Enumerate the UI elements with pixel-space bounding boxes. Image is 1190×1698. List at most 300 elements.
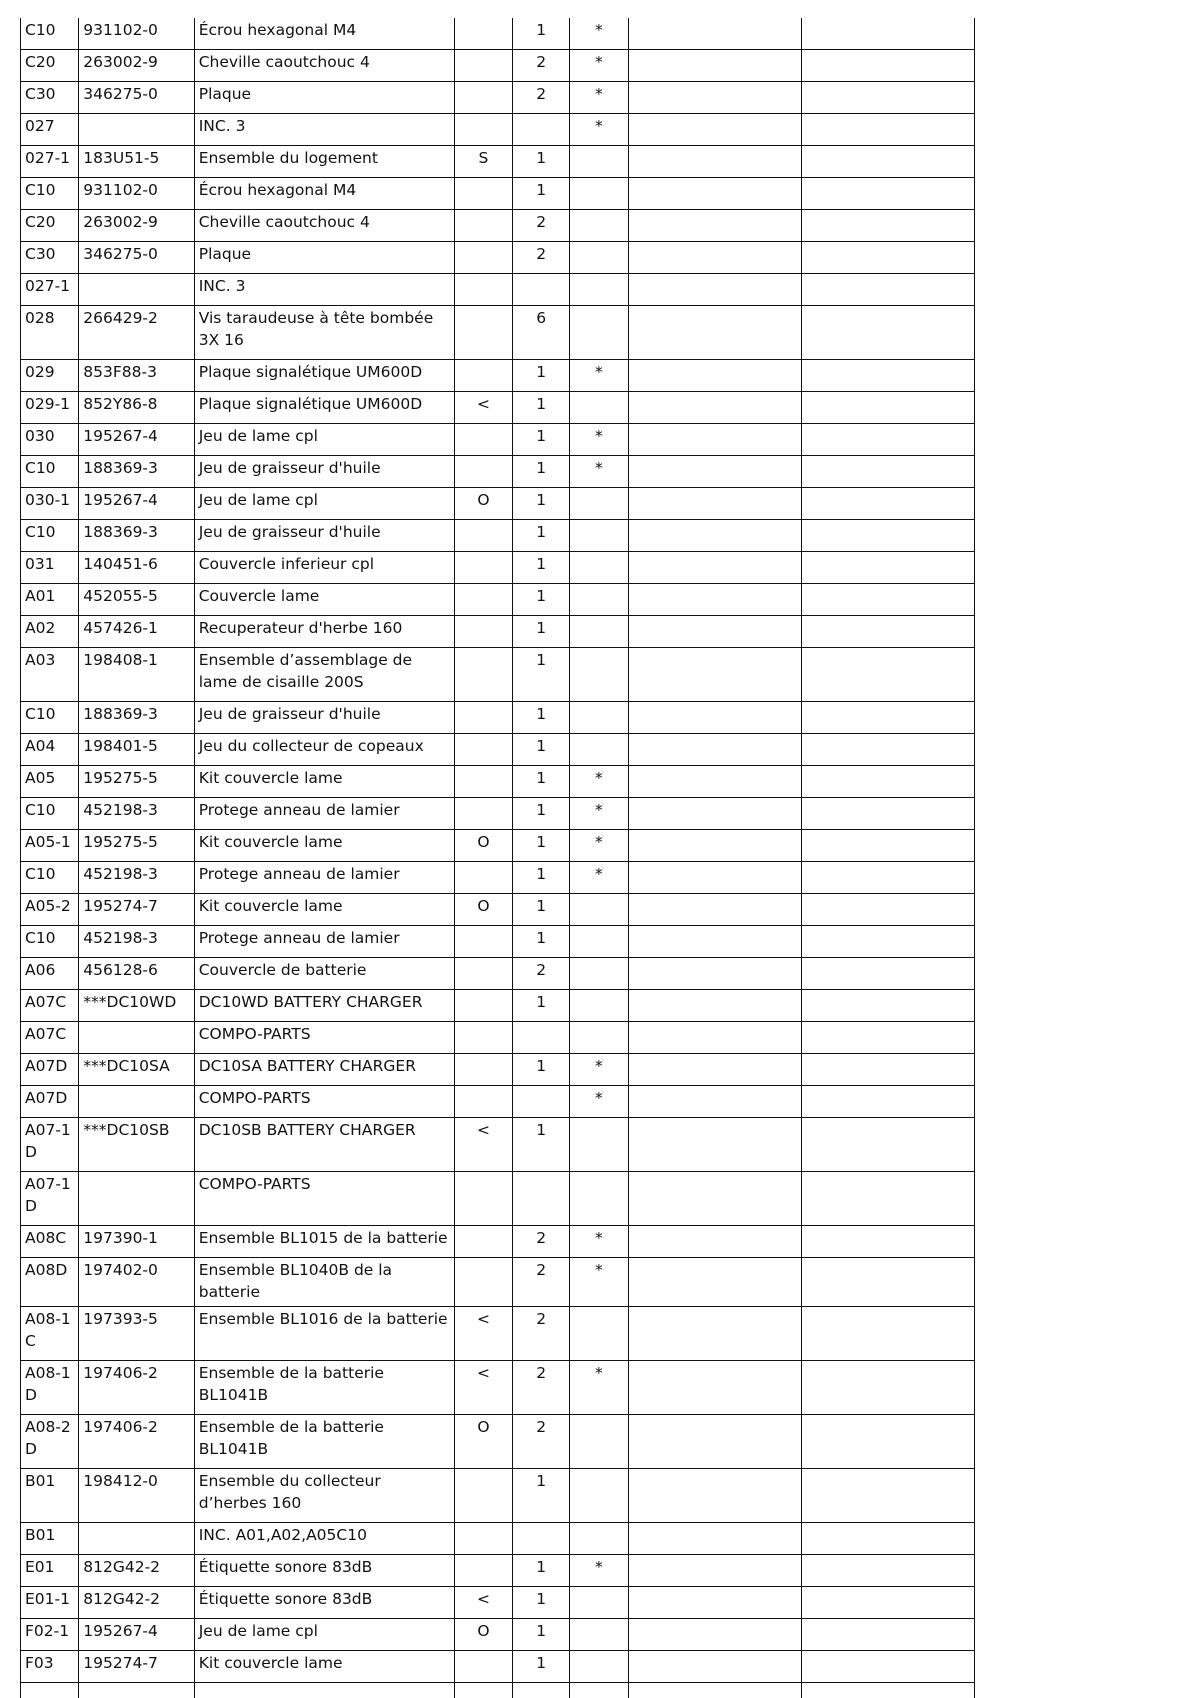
part-no-cell: 452198-3: [79, 862, 194, 894]
note-cell: [570, 584, 628, 616]
table-row: [21, 1022, 975, 1054]
part-no-cell: 457426-1: [79, 616, 194, 648]
ref-no-cell: C20: [21, 50, 79, 82]
blank-cell-b: [802, 178, 975, 210]
ref-no-cell: 028: [21, 306, 79, 360]
blank-cell-a: [628, 1307, 802, 1361]
note-cell: *: [570, 1086, 628, 1118]
ref-no-cell: C10: [21, 926, 79, 958]
description-cell: Jeu de graisseur d'huile: [194, 520, 454, 552]
blank-cell-a: [628, 1361, 802, 1415]
table-row: [21, 392, 975, 424]
quantity-cell: 2: [513, 958, 570, 990]
blank-cell-b: [802, 1651, 975, 1683]
blank-cell-b: [802, 1258, 975, 1307]
interchange-cell: [454, 1523, 512, 1555]
blank-cell-b: [802, 862, 975, 894]
quantity-cell: [513, 1086, 570, 1118]
quantity-cell: 1: [513, 1555, 570, 1587]
table-row: [21, 456, 975, 488]
part-no-cell: 853F88-3: [79, 360, 194, 392]
quantity-cell: 1: [513, 1651, 570, 1683]
description-cell: Protege anneau de lamier: [194, 862, 454, 894]
table-row: [21, 1523, 975, 1555]
description-cell: Jeu de lame cpl: [194, 488, 454, 520]
interchange-cell: [454, 990, 512, 1022]
description-cell: Ensemble d’assemblage de lame de cisaille 200S: [194, 648, 454, 702]
part-no-cell: 266429-2: [79, 306, 194, 360]
description-cell: Protege anneau de lamier: [194, 926, 454, 958]
description-cell: Écrou hexagonal M4: [194, 18, 454, 50]
blank-cell-a: [628, 702, 802, 734]
description-cell: Cheville caoutchouc 4: [194, 210, 454, 242]
interchange-cell: O: [454, 488, 512, 520]
note-cell: *: [570, 1555, 628, 1587]
blank-cell-a: [628, 894, 802, 926]
table-row: [21, 552, 975, 584]
quantity-cell: [513, 114, 570, 146]
table-row: [21, 702, 975, 734]
quantity-cell: 1: [513, 1469, 570, 1523]
blank-cell-b: [802, 798, 975, 830]
description-cell: Étiquette sonore 83dB: [194, 1555, 454, 1587]
description-cell: Jeu de lame cpl: [194, 1619, 454, 1651]
ref-no-cell: A07C: [21, 1022, 79, 1054]
description-cell: COMPO-PARTS: [194, 1022, 454, 1054]
description-cell: Kit couvercle lame: [194, 830, 454, 862]
interchange-cell: [454, 82, 512, 114]
description-cell: Vis taraudeuse à tête bombée 3X 16: [194, 306, 454, 360]
description-cell: Ensemble BL1016 de la batterie: [194, 1307, 454, 1361]
blank-cell-a: [628, 424, 802, 456]
description-cell: Plaque: [194, 242, 454, 274]
quantity-cell: 2: [513, 1415, 570, 1469]
ref-no-cell: A01: [21, 584, 79, 616]
interchange-cell: <: [454, 1118, 512, 1172]
blank-cell-a: [628, 1172, 802, 1226]
table-row: [21, 488, 975, 520]
blank-cell-a: [628, 210, 802, 242]
quantity-cell: 1: [513, 990, 570, 1022]
ref-no-cell: A05-1: [21, 830, 79, 862]
description-cell: Écrou hexagonal M4: [194, 178, 454, 210]
note-cell: [570, 520, 628, 552]
quantity-cell: [513, 1523, 570, 1555]
note-cell: [570, 1307, 628, 1361]
interchange-cell: <: [454, 1307, 512, 1361]
table-row: [21, 1086, 975, 1118]
quantity-cell: 1: [513, 734, 570, 766]
blank-cell-a: [628, 1469, 802, 1523]
blank-cell-a: [628, 798, 802, 830]
interchange-cell: [454, 766, 512, 798]
interchange-cell: [454, 242, 512, 274]
part-no-cell: 195267-4: [79, 424, 194, 456]
note-cell: [570, 1469, 628, 1523]
table-row: [21, 1587, 975, 1619]
description-cell: COMPO-PARTS: [194, 1172, 454, 1226]
parts-table-body: [21, 18, 975, 1698]
blank-cell-b: [802, 990, 975, 1022]
description-cell: Plaque signalétique UM600D: [194, 360, 454, 392]
description-cell: Plaque signalétique UM600D: [194, 392, 454, 424]
note-cell: [570, 648, 628, 702]
continuation-cell: [628, 1683, 802, 1698]
table-row: [21, 1172, 975, 1226]
quantity-cell: 2: [513, 1258, 570, 1307]
interchange-cell: [454, 862, 512, 894]
blank-cell-b: [802, 894, 975, 926]
ref-no-cell: C30: [21, 242, 79, 274]
interchange-cell: [454, 520, 512, 552]
continuation-cell: [570, 1683, 628, 1698]
blank-cell-a: [628, 1054, 802, 1086]
interchange-cell: <: [454, 392, 512, 424]
ref-no-cell: A07-1D: [21, 1118, 79, 1172]
note-cell: *: [570, 830, 628, 862]
description-cell: DC10WD BATTERY CHARGER: [194, 990, 454, 1022]
note-cell: *: [570, 798, 628, 830]
table-row: [21, 734, 975, 766]
blank-cell-b: [802, 926, 975, 958]
interchange-cell: <: [454, 1587, 512, 1619]
interchange-cell: [454, 1555, 512, 1587]
table-row: [21, 146, 975, 178]
part-no-cell: 346275-0: [79, 242, 194, 274]
quantity-cell: 6: [513, 306, 570, 360]
interchange-cell: [454, 926, 512, 958]
part-no-cell: 183U51-5: [79, 146, 194, 178]
continuation-cell: [802, 1683, 975, 1698]
quantity-cell: 2: [513, 242, 570, 274]
description-cell: DC10SB BATTERY CHARGER: [194, 1118, 454, 1172]
interchange-cell: O: [454, 894, 512, 926]
blank-cell-b: [802, 830, 975, 862]
blank-cell-b: [802, 1361, 975, 1415]
note-cell: *: [570, 360, 628, 392]
blank-cell-b: [802, 1469, 975, 1523]
table-row: [21, 178, 975, 210]
blank-cell-b: [802, 1086, 975, 1118]
quantity-cell: 2: [513, 82, 570, 114]
quantity-cell: 1: [513, 616, 570, 648]
table-row: [21, 616, 975, 648]
quantity-cell: 2: [513, 210, 570, 242]
blank-cell-a: [628, 50, 802, 82]
quantity-cell: 1: [513, 584, 570, 616]
interchange-cell: [454, 18, 512, 50]
ref-no-cell: A08-2D: [21, 1415, 79, 1469]
description-cell: Kit couvercle lame: [194, 1651, 454, 1683]
blank-cell-b: [802, 1118, 975, 1172]
part-no-cell: 188369-3: [79, 702, 194, 734]
part-no-cell: 198408-1: [79, 648, 194, 702]
quantity-cell: 1: [513, 424, 570, 456]
blank-cell-a: [628, 1523, 802, 1555]
blank-cell-a: [628, 766, 802, 798]
description-cell: Protege anneau de lamier: [194, 798, 454, 830]
ref-no-cell: E01-1: [21, 1587, 79, 1619]
blank-cell-b: [802, 584, 975, 616]
quantity-cell: 1: [513, 146, 570, 178]
blank-cell-a: [628, 520, 802, 552]
blank-cell-a: [628, 242, 802, 274]
part-no-cell: [79, 1172, 194, 1226]
blank-cell-b: [802, 1587, 975, 1619]
continuation-cell: [194, 1683, 454, 1698]
blank-cell-a: [628, 616, 802, 648]
quantity-cell: 1: [513, 488, 570, 520]
ref-no-cell: A05: [21, 766, 79, 798]
part-no-cell: 931102-0: [79, 18, 194, 50]
note-cell: [570, 958, 628, 990]
blank-cell-a: [628, 830, 802, 862]
blank-cell-a: [628, 1619, 802, 1651]
blank-cell-b: [802, 1523, 975, 1555]
table-row: [21, 114, 975, 146]
ref-no-cell: A07D: [21, 1054, 79, 1086]
note-cell: [570, 616, 628, 648]
table-row: [21, 926, 975, 958]
interchange-cell: [454, 114, 512, 146]
note-cell: *: [570, 862, 628, 894]
part-no-cell: [79, 1523, 194, 1555]
part-no-cell: [79, 1086, 194, 1118]
quantity-cell: 1: [513, 702, 570, 734]
interchange-cell: [454, 616, 512, 648]
continuation-cell: [454, 1683, 512, 1698]
interchange-cell: [454, 178, 512, 210]
part-no-cell: 346275-0: [79, 82, 194, 114]
quantity-cell: 1: [513, 1054, 570, 1086]
blank-cell-a: [628, 178, 802, 210]
part-no-cell: 452198-3: [79, 926, 194, 958]
part-no-cell: ***DC10SA: [79, 1054, 194, 1086]
table-row: [21, 798, 975, 830]
description-cell: Ensemble de la batterie BL1041B: [194, 1415, 454, 1469]
interchange-cell: [454, 584, 512, 616]
blank-cell-b: [802, 114, 975, 146]
blank-cell-a: [628, 552, 802, 584]
table-row: [21, 306, 975, 360]
ref-no-cell: 029: [21, 360, 79, 392]
ref-no-cell: A07C: [21, 990, 79, 1022]
blank-cell-a: [628, 1258, 802, 1307]
note-cell: [570, 702, 628, 734]
description-cell: Étiquette sonore 83dB: [194, 1587, 454, 1619]
note-cell: [570, 242, 628, 274]
ref-no-cell: 027-1: [21, 274, 79, 306]
interchange-cell: [454, 1651, 512, 1683]
ref-no-cell: A05-2: [21, 894, 79, 926]
part-no-cell: 263002-9: [79, 210, 194, 242]
ref-no-cell: C10: [21, 520, 79, 552]
blank-cell-b: [802, 274, 975, 306]
description-cell: Ensemble du logement: [194, 146, 454, 178]
note-cell: [570, 178, 628, 210]
description-cell: Cheville caoutchouc 4: [194, 50, 454, 82]
blank-cell-a: [628, 456, 802, 488]
interchange-cell: S: [454, 146, 512, 178]
blank-cell-b: [802, 424, 975, 456]
quantity-cell: 1: [513, 1619, 570, 1651]
interchange-cell: <: [454, 1361, 512, 1415]
interchange-cell: [454, 210, 512, 242]
note-cell: [570, 1172, 628, 1226]
interchange-cell: [454, 1022, 512, 1054]
note-cell: [570, 1523, 628, 1555]
blank-cell-b: [802, 520, 975, 552]
quantity-cell: 1: [513, 360, 570, 392]
table-row: [21, 1361, 975, 1415]
quantity-cell: 1: [513, 862, 570, 894]
blank-cell-b: [802, 18, 975, 50]
note-cell: [570, 894, 628, 926]
blank-cell-b: [802, 1226, 975, 1258]
interchange-cell: [454, 1054, 512, 1086]
table-continuation-row: [21, 1683, 975, 1698]
note-cell: *: [570, 1361, 628, 1415]
ref-no-cell: C20: [21, 210, 79, 242]
quantity-cell: 1: [513, 552, 570, 584]
ref-no-cell: C10: [21, 18, 79, 50]
table-row: [21, 50, 975, 82]
part-no-cell: 195275-5: [79, 766, 194, 798]
note-cell: *: [570, 456, 628, 488]
ref-no-cell: B01: [21, 1523, 79, 1555]
table-row: [21, 990, 975, 1022]
blank-cell-a: [628, 306, 802, 360]
blank-cell-a: [628, 1086, 802, 1118]
note-cell: *: [570, 1226, 628, 1258]
ref-no-cell: A06: [21, 958, 79, 990]
interchange-cell: O: [454, 1619, 512, 1651]
blank-cell-a: [628, 1226, 802, 1258]
continuation-cell: [79, 1683, 194, 1698]
interchange-cell: [454, 648, 512, 702]
blank-cell-b: [802, 456, 975, 488]
interchange-cell: O: [454, 1415, 512, 1469]
quantity-cell: 1: [513, 520, 570, 552]
interchange-cell: [454, 424, 512, 456]
part-no-cell: [79, 114, 194, 146]
part-no-cell: 197393-5: [79, 1307, 194, 1361]
note-cell: [570, 990, 628, 1022]
part-no-cell: 931102-0: [79, 178, 194, 210]
blank-cell-b: [802, 1307, 975, 1361]
note-cell: *: [570, 18, 628, 50]
ref-no-cell: A08C: [21, 1226, 79, 1258]
description-cell: Recuperateur d'herbe 160: [194, 616, 454, 648]
part-no-cell: 198401-5: [79, 734, 194, 766]
note-cell: [570, 926, 628, 958]
blank-cell-a: [628, 82, 802, 114]
quantity-cell: 1: [513, 894, 570, 926]
table-row: [21, 520, 975, 552]
part-no-cell: 188369-3: [79, 456, 194, 488]
table-row: [21, 1619, 975, 1651]
part-no-cell: 195274-7: [79, 894, 194, 926]
blank-cell-b: [802, 1555, 975, 1587]
blank-cell-b: [802, 392, 975, 424]
note-cell: [570, 1022, 628, 1054]
part-no-cell: 140451-6: [79, 552, 194, 584]
part-no-cell: 195267-4: [79, 488, 194, 520]
ref-no-cell: F03: [21, 1651, 79, 1683]
description-cell: Kit couvercle lame: [194, 766, 454, 798]
blank-cell-b: [802, 488, 975, 520]
part-no-cell: ***DC10SB: [79, 1118, 194, 1172]
table-row: [21, 1469, 975, 1523]
quantity-cell: 2: [513, 50, 570, 82]
note-cell: *: [570, 1054, 628, 1086]
interchange-cell: [454, 702, 512, 734]
blank-cell-b: [802, 1054, 975, 1086]
blank-cell-a: [628, 958, 802, 990]
blank-cell-b: [802, 1415, 975, 1469]
description-cell: Ensemble du collecteur d’herbes 160: [194, 1469, 454, 1523]
part-no-cell: 852Y86-8: [79, 392, 194, 424]
blank-cell-a: [628, 488, 802, 520]
description-cell: Jeu de graisseur d'huile: [194, 456, 454, 488]
description-cell: Jeu de lame cpl: [194, 424, 454, 456]
parts-list-page: [20, 18, 975, 1698]
description-cell: Couvercle inferieur cpl: [194, 552, 454, 584]
part-no-cell: 452055-5: [79, 584, 194, 616]
description-cell: Ensemble BL1015 de la batterie: [194, 1226, 454, 1258]
ref-no-cell: C10: [21, 456, 79, 488]
parts-table: [20, 18, 975, 1698]
table-row: [21, 1258, 975, 1307]
part-no-cell: 263002-9: [79, 50, 194, 82]
ref-no-cell: C10: [21, 702, 79, 734]
part-no-cell: 812G42-2: [79, 1587, 194, 1619]
blank-cell-a: [628, 146, 802, 178]
interchange-cell: [454, 1172, 512, 1226]
interchange-cell: [454, 274, 512, 306]
ref-no-cell: A08-1D: [21, 1361, 79, 1415]
blank-cell-b: [802, 616, 975, 648]
note-cell: [570, 1619, 628, 1651]
interchange-cell: O: [454, 830, 512, 862]
part-no-cell: 456128-6: [79, 958, 194, 990]
blank-cell-a: [628, 648, 802, 702]
note-cell: [570, 274, 628, 306]
quantity-cell: 2: [513, 1361, 570, 1415]
ref-no-cell: A02: [21, 616, 79, 648]
ref-no-cell: B01: [21, 1469, 79, 1523]
blank-cell-a: [628, 392, 802, 424]
quantity-cell: 1: [513, 766, 570, 798]
blank-cell-b: [802, 82, 975, 114]
note-cell: *: [570, 766, 628, 798]
note-cell: [570, 1651, 628, 1683]
blank-cell-a: [628, 1555, 802, 1587]
part-no-cell: [79, 1022, 194, 1054]
table-row: [21, 424, 975, 456]
blank-cell-b: [802, 958, 975, 990]
note-cell: *: [570, 82, 628, 114]
description-cell: Couvercle de batterie: [194, 958, 454, 990]
description-cell: Kit couvercle lame: [194, 894, 454, 926]
ref-no-cell: C30: [21, 82, 79, 114]
table-row: [21, 1415, 975, 1469]
table-row: [21, 830, 975, 862]
quantity-cell: 1: [513, 648, 570, 702]
description-cell: INC. A01,A02,A05C10: [194, 1523, 454, 1555]
interchange-cell: [454, 958, 512, 990]
table-row: [21, 1226, 975, 1258]
